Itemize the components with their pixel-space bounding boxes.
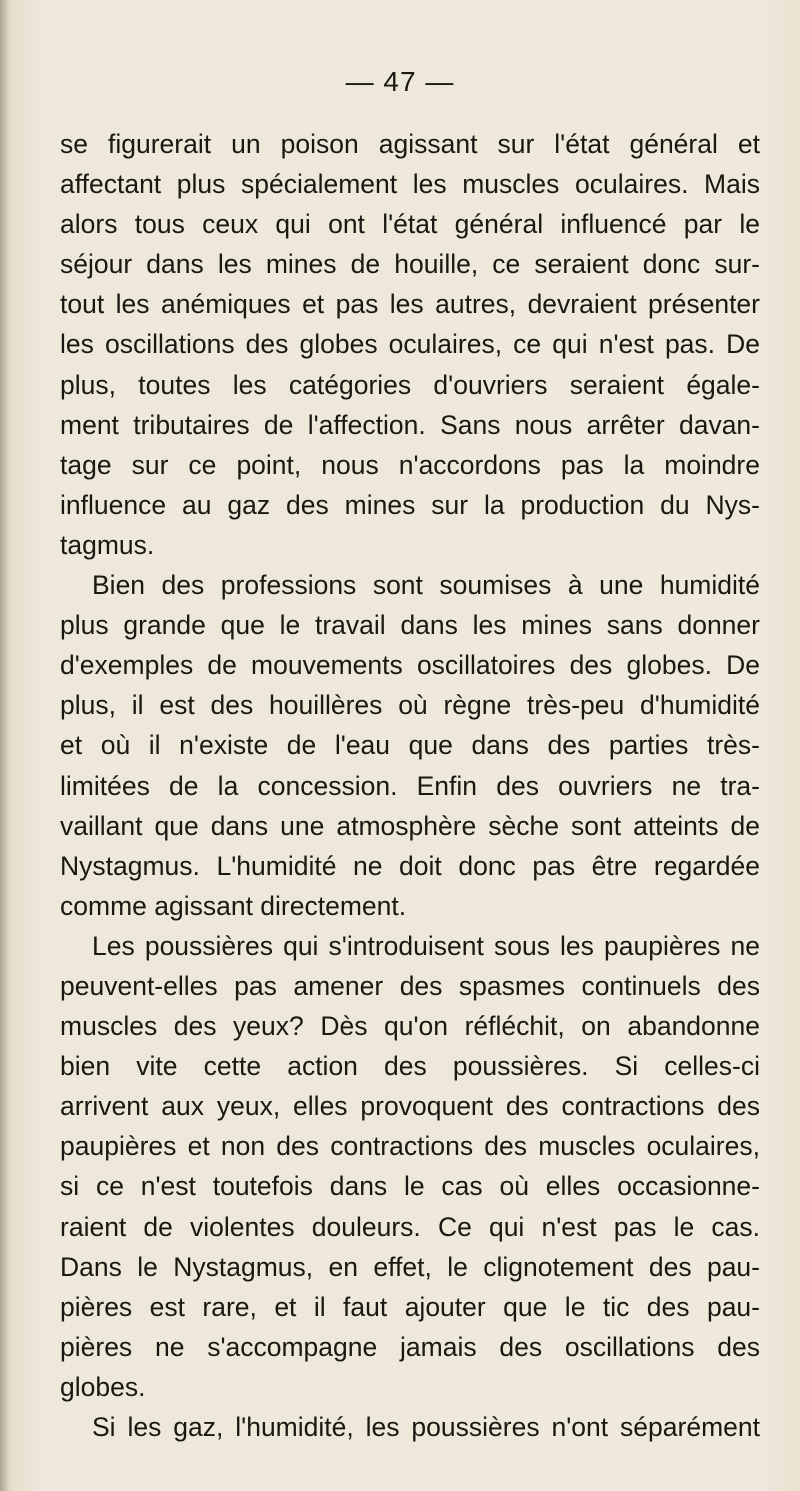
- text-line: Nystagmus. L'humidité ne doit donc pas être regardée: [60, 850, 760, 881]
- text-line: limitées de la concession. Enfin des ouvriers ne tra-: [60, 770, 760, 801]
- text-line: globes.: [60, 1371, 146, 1402]
- text-line: raient de violentes douleurs. Ce qui n'est pas le cas.: [60, 1211, 760, 1242]
- text-line: et où il n'existe de l'eau que dans des parties très-: [60, 730, 760, 761]
- paragraph-2: [60, 565, 760, 926]
- text-line: peuvent-elles pas amener des spasmes continuels des: [60, 970, 760, 1001]
- text-line: si ce n'est toutefois dans le cas où elles occasionne-: [60, 1171, 760, 1202]
- text-line: affectant plus spécialement les muscles oculaires. Mais: [60, 169, 760, 200]
- paragraph-1: [60, 124, 760, 565]
- text-line: pières est rare, et il faut ajouter que le tic des pau-: [60, 1291, 760, 1322]
- text-line: paupières et non des contractions des muscles oculaires,: [60, 1131, 760, 1162]
- text-line: se figurerait un poison agissant sur l'état général et: [60, 129, 760, 159]
- text-line: plus, toutes les catégories d'ouvriers seraient égale-: [60, 369, 760, 400]
- text-line: bien vite cette action des poussières. Si celles-ci: [60, 1051, 760, 1082]
- text-line: Bien des professions sont soumises à une humidité: [92, 570, 760, 601]
- page-number: — 47 —: [345, 66, 455, 97]
- text-line: Les poussières qui s'introduisent sous les paupières ne: [92, 930, 760, 961]
- text-line: tout les anémiques et pas les autres, devraient présenter: [60, 289, 760, 320]
- text-line: muscles des yeux? Dès qu'on réfléchit, on abandonne: [60, 1011, 760, 1042]
- text-line: Si les gaz, l'humidité, les poussières n'ont séparément: [92, 1412, 760, 1442]
- text-line: tage sur ce point, nous n'accordons pas la moindre: [60, 449, 760, 480]
- text-line: plus, il est des houillères où règne très-peu d'humidité: [60, 690, 760, 721]
- text-line: pières ne s'accompagne jamais des oscillations des: [60, 1331, 760, 1362]
- paragraph-4: [60, 1407, 760, 1447]
- text-line: influence au gaz des mines sur la production du Nys-: [60, 489, 760, 520]
- text-line: alors tous ceux qui ont l'état général influencé par le: [60, 209, 760, 240]
- text-line: comme agissant directement.: [60, 890, 407, 921]
- text-line: les oscillations des globes oculaires, ce qui n'est pas. De: [60, 329, 760, 360]
- text-line: tagmus.: [60, 529, 155, 560]
- text-line: d'exemples de mouvements oscillatoires des globes. De: [60, 650, 760, 681]
- text-line: séjour dans les mines de houille, ce seraient donc sur-: [60, 249, 760, 280]
- text-line: arrivent aux yeux, elles provoquent des contractions des: [60, 1091, 760, 1122]
- text-line: Dans le Nystagmus, en effet, le clignotement des pau-: [60, 1251, 760, 1282]
- text-line: plus grande que le travail dans les mines sans donner: [60, 610, 760, 641]
- text-line: ment tributaires de l'affection. Sans nous arrêter davan-: [60, 409, 760, 440]
- page-gutter-shadow: [0, 0, 10, 1491]
- body-text: [60, 124, 760, 1447]
- text-line: vaillant que dans une atmosphère sèche sont atteints de: [60, 810, 760, 841]
- paragraph-3: [60, 926, 760, 1407]
